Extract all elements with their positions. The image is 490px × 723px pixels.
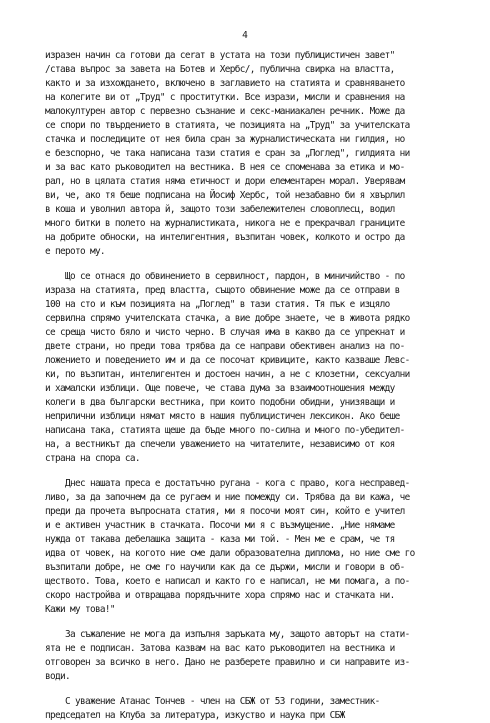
- text-line: ложението и поведението им и да се посочат кривиците, както казваше Левс-: [45, 355, 410, 366]
- text-line: и хамалски изблици. Още повече, че става дума за взаимоотношения между: [45, 383, 395, 394]
- text-line: води.: [45, 671, 70, 682]
- text-line: на, а вестникът да спечели уважението на читателите, независимо от коя: [45, 439, 395, 450]
- paragraph-gap: [45, 259, 451, 270]
- text-line: ки, по възпитан, интелигентен и достоен начин, а не с клозетни, сексуални: [45, 369, 410, 380]
- text-line: скоро настройва и отвращава порядъчните хора спрямо нас и стачката ни.: [45, 590, 395, 601]
- text-line: в коша и уволнил автора й, защото този забележителен словоплесц, водил: [45, 204, 395, 215]
- text-line: С уважение Атанас Тончев - член на СБЖ от 53 години, заместник-: [45, 696, 380, 707]
- text-line: възпитали добре, не сме го научили как да се държи, мисли и говори в об-: [45, 562, 405, 573]
- text-line: малокултурен автор с первезно съзнание и секс-маниакален речник. Може да: [45, 106, 405, 117]
- text-line: страна на спора са.: [45, 453, 140, 464]
- text-line: идва от човек, на когото ние сме дали образователна диплома, но ние сме го: [45, 548, 415, 559]
- text-line: както и за изхождането, включено в заглавието на статията и сравняването: [45, 78, 405, 89]
- text-line: стачка и последиците от нея била сран за журналистическата ни гилдия, но: [45, 134, 405, 145]
- letter-body: [45, 49, 451, 723]
- text-line: Днес нашата преса е достатъчно ругана - кога с право, кога несправед-: [45, 478, 410, 489]
- text-line: За съжаление не мога да изпълня заръката му, защото авторът на стати-: [45, 629, 410, 640]
- page-number: 4: [242, 30, 248, 41]
- text-line: 100 на сто и към позицията на „Поглед" в тази статия. Тя пък е изцяло: [45, 299, 390, 310]
- text-line: Кажи му това!": [45, 604, 115, 615]
- text-line: се среща чисто бяло и чисто черно. В случая има в какво да се упрекнат и: [45, 327, 405, 338]
- text-line: Що се отнася до обвинението в сервилност, пардон, в миничийство - по: [45, 271, 405, 282]
- paragraph: [45, 49, 451, 259]
- text-line: е перото му.: [45, 246, 105, 257]
- text-line: председател на Клуба за литература, изкуство и наука при СБЖ: [45, 710, 345, 721]
- text-line: израза на статията, пред властта, същото обвинение може да се отправи в: [45, 285, 400, 296]
- text-line: се спори по твърдението в статията, че позицията на „Труд" за учителската: [45, 120, 410, 131]
- text-line: /става въпрос за завета на Ботев и Хербс/, публична свирка на властта,: [45, 64, 395, 75]
- text-line: и е активен участник в стачката. Посочи ми я с възмущение. „Ние нямаме: [45, 520, 395, 531]
- paragraph-gap: [45, 684, 451, 695]
- paragraph-gap: [45, 466, 451, 477]
- text-line: на добрите обноски, на интелигентния, възпитан човек, колкото и остро да: [45, 232, 405, 243]
- text-line: ществото. Това, което е написал и както го е написал, не ми помага, а по-: [45, 576, 410, 587]
- text-line: сервилна спрямо учителската стачка, а вие добре знаете, че в живота рядко: [45, 313, 410, 324]
- text-line: ви, че, ако тя беше подписана на Йосиф Хербс, той незабавно би я хвърлил: [45, 190, 405, 201]
- paragraph: [45, 477, 451, 617]
- text-line: рал, но в цялата статия няма етичност и дори елементарен морал. Уверявам: [45, 176, 405, 187]
- text-line: е безспорно, че така написана тази статия е сран за „Поглед", гилдията ни: [45, 148, 410, 159]
- paragraph: [45, 628, 451, 684]
- text-line: и за вас като ръководител на вестника. В нея се споменава за етика и мо-: [45, 162, 405, 173]
- text-line: колеги в два български вестника, при които подобни обидни, унизяващи и: [45, 397, 395, 408]
- text-line: много битки в полето на журналистиката, никога не е прекрачвал границите: [45, 218, 405, 229]
- text-line: ята не е подписан. Затова казвам на вас като ръководител на вестника и: [45, 643, 395, 654]
- paragraph: [45, 695, 451, 723]
- text-line: на колегите ви от „Труд" с проститутки. Все изрази, мисли и сравнения на: [45, 92, 405, 103]
- text-line: изразен начин са готови да сerат в устата на този публицистичен завет": [45, 50, 395, 61]
- text-line: нужда от такава дебелашка защита - каза ми той. - Мен ме е срам, че тя: [45, 534, 395, 545]
- paragraph-gap: [45, 617, 451, 628]
- text-line: двете страни, но преди това трябва да се направи обективен анализ на по-: [45, 341, 405, 352]
- text-line: неприлични изблици нямат място в нашия публицистичен лексикон. Ако беше: [45, 411, 400, 422]
- text-line: преди да прочета въпросната статия, ми я посочи моят син, който е учител: [45, 506, 405, 517]
- text-line: ливо, за да започнем да се ругаем и ние помежду си. Трябва да ви кажа, че: [45, 492, 410, 503]
- text-line: отговорен за всичко в него. Дано не разберете правилно и си направите из-: [45, 657, 410, 668]
- paragraph: [45, 270, 451, 466]
- text-line: написана така, статията щеше да бъде много по-силна и много по-убедител-: [45, 425, 405, 436]
